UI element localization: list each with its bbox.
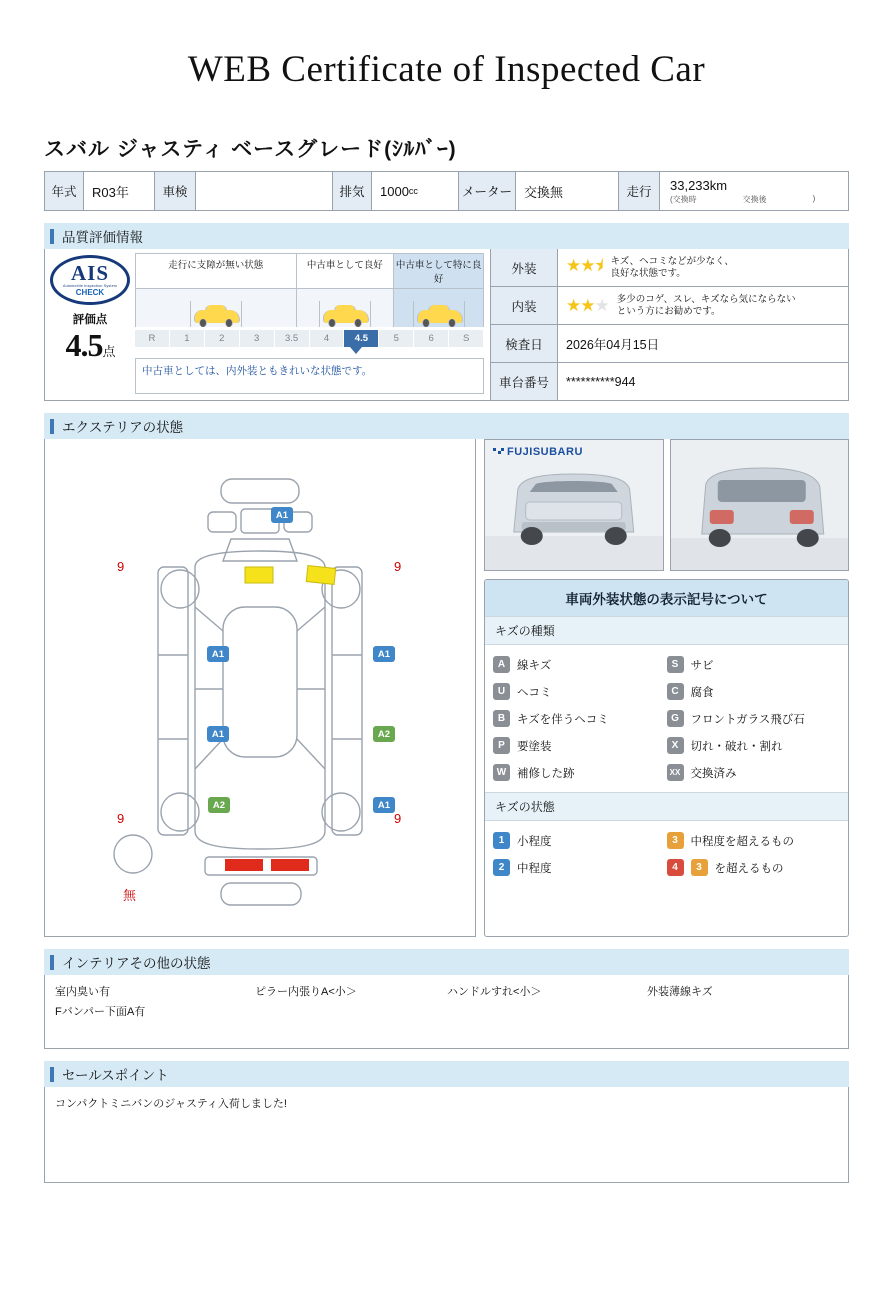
mileage-value-group xyxy=(660,172,848,210)
section-sales xyxy=(44,1061,849,1087)
mileage-sub xyxy=(670,194,848,205)
legend-item-label: 線キズ xyxy=(517,659,552,672)
inspection-value xyxy=(196,172,333,210)
exterior-rating-row xyxy=(491,249,848,287)
car-icon xyxy=(413,301,465,327)
scale-cell-selected: 4.5 xyxy=(344,330,379,347)
section-sales-label: セールスポイント xyxy=(62,1068,169,1083)
section-quality xyxy=(44,223,849,249)
front-car-image xyxy=(485,440,663,570)
legend-item xyxy=(493,732,667,759)
legend-item xyxy=(667,759,841,786)
inspection-date-row xyxy=(491,325,848,363)
chassis-number-label: 車台番号 xyxy=(491,363,558,400)
legend-item-label: 小程度 xyxy=(517,835,552,848)
legend-title: 車両外装状態の表示記号について xyxy=(485,580,848,616)
interior-rating-label: 内装 xyxy=(491,287,558,324)
mileage-sub-1: (交換時 xyxy=(670,194,697,204)
scale-cell: 6 xyxy=(414,330,449,347)
score-unit: 点 xyxy=(102,344,115,359)
exterior-right-column xyxy=(484,439,849,937)
ais-logo-sub: Automobile Inspection System xyxy=(63,284,117,288)
tire-label: 9 xyxy=(394,811,402,826)
legend-states-grid xyxy=(485,821,848,887)
legend-item xyxy=(667,705,841,732)
sales-text: コンパクトミニバンのジャスティ入荷しました! xyxy=(55,1098,287,1110)
damage-mark-a2: A2 xyxy=(208,797,230,813)
car-damage-diagram xyxy=(44,439,476,937)
legend-item xyxy=(493,854,667,881)
spec-bar xyxy=(44,171,849,211)
scale-pointer-icon xyxy=(350,347,362,354)
legend-item xyxy=(667,678,841,705)
vehicle-photo-rear xyxy=(670,439,850,571)
badge-x-icon: X xyxy=(667,737,684,754)
car-diagram-svg xyxy=(45,439,475,935)
legend-item xyxy=(493,678,667,705)
scale-cell: 5 xyxy=(379,330,414,347)
interior-rating-row xyxy=(491,287,848,325)
grade-header-2: 中古車として良好 xyxy=(296,253,394,289)
interior-rating-note: 多少のコゲ、スレ、キズなら気にならない という方にお勧めです。 xyxy=(616,293,796,317)
section-marker xyxy=(50,955,54,970)
legend-item-label: 交換済み xyxy=(690,767,737,780)
legend-item-label: 中程度を超えるもの xyxy=(690,835,794,848)
car-icon-cell-1 xyxy=(135,289,296,327)
inspection-date-value: 2026年04月15日 xyxy=(566,337,660,352)
displacement-unit: cc xyxy=(408,186,418,196)
section-exterior-label: エクステリアの状態 xyxy=(62,420,184,435)
year-label: 年式 xyxy=(45,172,84,210)
scale-cell: 2 xyxy=(205,330,240,347)
badge-u-icon: U xyxy=(493,683,510,700)
score-value: 4.5 xyxy=(65,327,103,363)
tire-label: 9 xyxy=(394,559,402,574)
scale-cell: 1 xyxy=(170,330,205,347)
car-name: スバル ジャスティ ベースグレード(ｼﾙﾊﾞｰ) xyxy=(44,138,457,161)
chassis-number-value: **********944 xyxy=(566,374,636,389)
legend-item-label: を超えるもの xyxy=(714,862,784,875)
legend-item xyxy=(667,651,841,678)
legend-item-label: サビ xyxy=(690,659,714,672)
interior-item: ピラー内張りA<小＞ xyxy=(255,986,357,998)
scale-cell: 3 xyxy=(240,330,275,347)
damage-mark-a1: A1 xyxy=(271,507,293,523)
badge-p-icon: P xyxy=(493,737,510,754)
section-marker xyxy=(50,419,54,434)
legend-item-label: キズを伴うヘコミ xyxy=(517,713,609,726)
badge-xx-icon: XX xyxy=(667,764,684,781)
legend-item xyxy=(667,732,841,759)
tire-label: 9 xyxy=(117,559,125,574)
scale-pointer-row xyxy=(135,347,484,354)
legend-item-label: フロントガラス飛び石 xyxy=(690,713,805,726)
score-label: 評価点 xyxy=(72,314,108,326)
exterior-rating-value xyxy=(558,249,848,286)
legend-item xyxy=(493,827,667,854)
legend-panel xyxy=(484,579,849,937)
legend-item-label: 要塗装 xyxy=(517,740,552,753)
inspection-label: 車検 xyxy=(155,172,196,210)
displacement-number: 1000 xyxy=(380,183,409,199)
scale-cell: 4 xyxy=(310,330,345,347)
vehicle-photo-front xyxy=(484,439,664,571)
legend-item xyxy=(493,759,667,786)
quality-block xyxy=(44,249,849,401)
section-quality-label: 品質評価情報 xyxy=(62,230,143,245)
car-icon xyxy=(190,301,242,327)
badge-w-icon: W xyxy=(493,764,510,781)
badge-s-icon: S xyxy=(667,656,684,673)
certificate-page xyxy=(0,48,893,1311)
meter-label: メーター xyxy=(459,172,516,210)
mileage-label: 走行 xyxy=(619,172,660,210)
spare-tire-label: 無 xyxy=(123,888,137,903)
badge-c-icon: C xyxy=(667,683,684,700)
inspection-date-label: 検査日 xyxy=(491,325,558,362)
quality-right xyxy=(491,249,848,400)
interior-items-row xyxy=(55,983,838,999)
damage-mark-a1: A1 xyxy=(373,797,395,813)
legend-item-label: ヘコミ xyxy=(517,686,552,699)
vehicle-photos xyxy=(484,439,849,571)
quality-left xyxy=(45,249,491,400)
legend-item xyxy=(493,705,667,732)
badge-3-icon: 3 xyxy=(667,832,684,849)
section-marker xyxy=(50,229,54,244)
damage-mark-a1: A1 xyxy=(207,646,229,662)
star-rating: ★★⯨ xyxy=(566,256,603,275)
legend-item xyxy=(667,827,841,854)
section-interior-label: インテリアその他の状態 xyxy=(62,956,211,971)
legend-item-label: 中程度 xyxy=(517,862,552,875)
grade-header-3: 中古車として特に良好 xyxy=(393,253,484,289)
badge-b-icon: B xyxy=(493,710,510,727)
section-interior xyxy=(44,949,849,975)
ais-logo-text: AIS xyxy=(70,261,110,285)
star-rating: ★★★ xyxy=(566,295,609,315)
ais-score-panel xyxy=(45,249,135,400)
badge-1-icon: 1 xyxy=(493,832,510,849)
mileage-sub-2: 交換後 xyxy=(742,194,767,204)
year-value: R03年 xyxy=(84,172,155,210)
car-icon-cell-3 xyxy=(393,289,484,327)
legend-kinds-grid xyxy=(485,645,848,792)
displacement-label: 排気 xyxy=(333,172,372,210)
legend-item-label: 腐食 xyxy=(690,686,714,699)
exterior-rating-label: 外装 xyxy=(491,249,558,286)
legend-item xyxy=(493,651,667,678)
damage-mark-a2: A2 xyxy=(373,726,395,742)
quality-comment: 中古車としては、内外装ともきれいな状態です。 xyxy=(135,358,484,394)
tire-label: 9 xyxy=(117,811,125,826)
scale-cell: 3.5 xyxy=(275,330,310,347)
meter-value: 交換無 xyxy=(516,172,619,210)
rear-car-image xyxy=(671,440,849,570)
damage-mark-a1: A1 xyxy=(373,646,395,662)
legend-item xyxy=(667,854,841,881)
page-title: WEB Certificate of Inspected Car xyxy=(187,49,706,90)
sales-block xyxy=(44,1087,849,1183)
interior-item: 室内臭い有 xyxy=(55,986,110,998)
damage-mark-a1: A1 xyxy=(207,726,229,742)
legend-item-label: 補修した跡 xyxy=(517,767,575,780)
badge-4-icon: 4 xyxy=(667,859,684,876)
grade-panel xyxy=(135,249,490,400)
legend-subtitle-kinds: キズの種類 xyxy=(485,616,848,645)
scale-cell: R xyxy=(135,330,170,347)
grade-scale xyxy=(135,330,484,347)
mileage-sub-3: ) xyxy=(812,193,816,203)
legend-subtitle-states: キズの状態 xyxy=(485,792,848,821)
badge-a-icon: A xyxy=(493,656,510,673)
ais-logo-check: CHECK xyxy=(75,288,105,297)
section-marker xyxy=(50,1067,54,1082)
interior-extra-row xyxy=(55,1003,838,1019)
car-icon-cell-2 xyxy=(296,289,394,327)
exterior-rating-note: キズ、ヘコミなどが少なく、 良好な状態です。 xyxy=(610,255,734,279)
brand-logo-text: FUJISUBARU xyxy=(507,446,583,458)
car-icon xyxy=(319,301,371,327)
interior-rating-value xyxy=(558,287,848,324)
displacement-value xyxy=(372,172,459,210)
brand-logo xyxy=(493,446,583,458)
interior-item: 外装薄線キズ xyxy=(647,986,713,998)
section-exterior xyxy=(44,413,849,439)
exterior-block xyxy=(44,439,849,937)
badge-g-icon: G xyxy=(667,710,684,727)
ais-logo xyxy=(50,255,130,305)
badge-3-icon: 3 xyxy=(691,859,708,876)
scale-cell: S xyxy=(449,330,484,347)
interior-item: ハンドルすれ<小＞ xyxy=(447,986,542,998)
chassis-number-row xyxy=(491,363,848,400)
interior-block xyxy=(44,975,849,1049)
grade-header-1: 走行に支障が無い状態 xyxy=(135,253,296,289)
legend-item-label: 切れ・破れ・割れ xyxy=(690,740,783,753)
mileage-value: 33,233km xyxy=(670,177,728,193)
badge-2-icon: 2 xyxy=(493,859,510,876)
score-value-group xyxy=(65,327,114,364)
grade-headers xyxy=(135,253,484,289)
grade-car-icons xyxy=(135,289,484,327)
interior-item-extra: Fバンパー下面A有 xyxy=(55,1006,146,1018)
